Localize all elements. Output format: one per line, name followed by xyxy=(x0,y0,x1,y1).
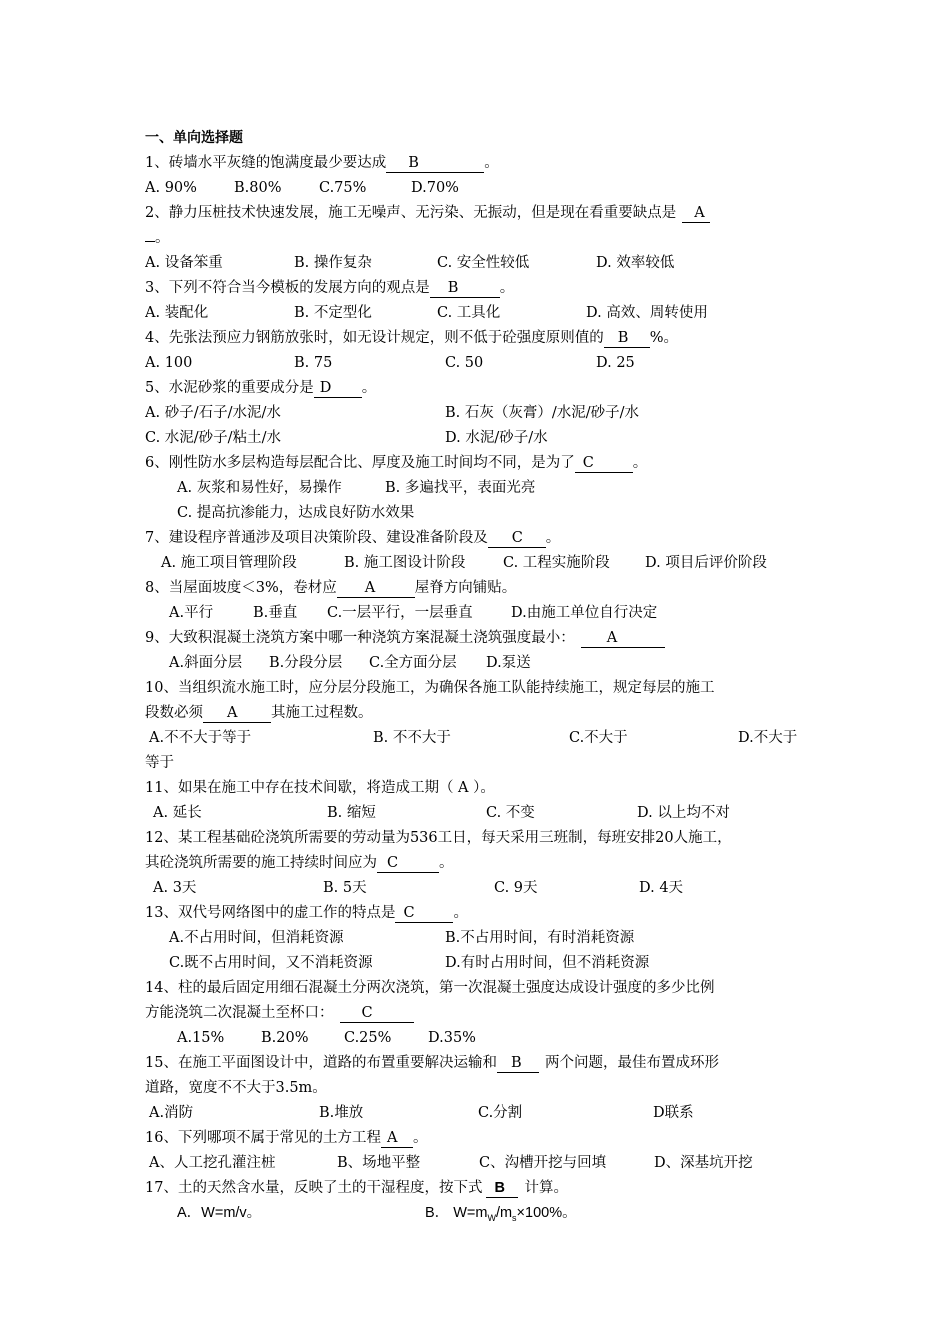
question-text: 16、下列哪项不属于常见的土方工程 xyxy=(145,1130,381,1146)
option-c: C.不大于 xyxy=(569,730,628,746)
option-c: C.既不占用时间，又不消耗资源 xyxy=(169,955,373,971)
answer-blank: B xyxy=(497,1054,539,1073)
option-a: A.平行 xyxy=(169,605,214,621)
question-text: 15、在施工平面图设计中，道路的布置重要解决运输和 xyxy=(145,1055,497,1071)
option-c: C、沟槽开挖与回填 xyxy=(479,1155,607,1171)
options-9 xyxy=(145,651,820,676)
options-14 xyxy=(145,1026,820,1051)
option-b: B.不占用时间，有时消耗资源 xyxy=(445,930,635,946)
question-9 xyxy=(145,626,820,651)
option-b: B.20% xyxy=(261,1030,309,1046)
options-6-row2 xyxy=(145,501,820,526)
option-a: A. 灰浆和易性好，易操作 xyxy=(177,480,342,496)
answer-blank: A xyxy=(381,1129,413,1148)
option-b: B. 缩短 xyxy=(327,805,376,821)
section-title: 一、单向选择题 xyxy=(145,130,243,146)
question-14-line1: 14、柱的最后固定用细石混凝土分两次浇筑，第一次混凝土强度达成设计强度的多少比例 xyxy=(145,980,715,996)
question-text-end: 计算。 xyxy=(524,1180,568,1196)
question-16 xyxy=(145,1126,820,1151)
option-a: A.斜面分层 xyxy=(169,655,243,671)
options-7 xyxy=(145,551,850,576)
option-b: B. 多遍找平，表面光亮 xyxy=(385,480,536,496)
question-10-line1: 10、当组织流水施工时，应分层分段施工，为确保各施工队能持续施工，规定每层的施工 xyxy=(145,680,715,696)
option-a: A、人工挖孔灌注桩 xyxy=(149,1155,276,1171)
options-10 xyxy=(145,726,850,751)
option-c: C. 9天 xyxy=(494,880,538,896)
option-d: D.有时占用时间，但不消耗资源 xyxy=(445,955,650,971)
question-text: 13、双代号网络图中的虚工作的特点是 xyxy=(145,905,396,921)
option-c: C. 50 xyxy=(445,355,484,371)
subscript-s: s xyxy=(512,1212,517,1223)
options-13-row1 xyxy=(145,926,820,951)
option-d: D. 4天 xyxy=(639,880,684,896)
option-b: B.80% xyxy=(234,180,282,196)
option-b: B. 5天 xyxy=(323,880,367,896)
question-text-end: 两个问题，最佳布置成环形 xyxy=(544,1055,719,1071)
option-a: A.不不大于等于 xyxy=(149,730,252,746)
option-c: C. 工程实施阶段 xyxy=(503,555,610,571)
question-4 xyxy=(145,326,820,351)
answer-blank: C xyxy=(340,1004,414,1023)
options-5-row2 xyxy=(145,426,820,451)
answer-blank: C xyxy=(575,454,633,473)
question-15-line2: 道路，宽度不不大于3.5m。 xyxy=(145,1080,327,1096)
options-8 xyxy=(145,601,820,626)
option-d: D、深基坑开挖 xyxy=(654,1155,753,1171)
option-c: C.全方面分层 xyxy=(369,655,457,671)
option-b: B. 不定型化 xyxy=(294,305,372,321)
question-11: 11、如果在施工中存在技术间歇，将造成工期（ A ）。 xyxy=(145,780,495,796)
answer-blank: C xyxy=(377,854,439,873)
option-c: C. 不变 xyxy=(486,805,535,821)
answer-blank: A xyxy=(682,204,710,223)
option-d: D. 高效、周转使用 xyxy=(586,305,708,321)
question-14-line2 xyxy=(145,1001,820,1026)
subscript-w: W xyxy=(487,1212,496,1223)
question-text: 8、当屋面坡度＜3%，卷材应 xyxy=(145,580,337,596)
option-b: B.堆放 xyxy=(319,1105,364,1121)
option-c: C.75% xyxy=(319,180,367,196)
question-12-line1: 12、某工程基础砼浇筑所需要的劳动量为536工日，每天采用三班制，每班安排20人施工， xyxy=(145,830,732,846)
options-4 xyxy=(145,351,820,376)
option-c: C.分割 xyxy=(478,1105,523,1121)
option-d: D. 水泥/砂子/水 xyxy=(445,430,548,446)
option-a: A．W=m/v。 xyxy=(177,1205,262,1221)
answer-blank: B xyxy=(386,154,484,173)
question-text-end: %。 xyxy=(649,330,679,346)
question-text-end: 。 xyxy=(484,155,499,171)
options-15 xyxy=(145,1101,820,1126)
option-c: C. 安全性较低 xyxy=(437,255,530,271)
question-3 xyxy=(145,276,820,301)
options-1 xyxy=(145,176,820,201)
question-1 xyxy=(145,151,820,176)
question-text-end: 。 xyxy=(632,455,648,471)
question-text: 5、水泥砂浆的重要成分是 xyxy=(145,380,314,396)
option-a: A. 100 xyxy=(145,355,193,371)
option-d: D.由施工单位自行决定 xyxy=(511,605,658,621)
option-d: D. 25 xyxy=(596,355,635,371)
question-13 xyxy=(145,901,820,926)
options-10-wrap: 等于 xyxy=(145,755,174,771)
option-b: B. 施工图设计阶段 xyxy=(344,555,466,571)
question-text-end: 其施工过程数。 xyxy=(271,705,373,721)
question-text-end: 。 xyxy=(361,380,377,396)
option-b: B. 石灰（灰膏）/水泥/砂子/水 xyxy=(445,405,640,421)
options-3 xyxy=(145,301,820,326)
option-b: B. 操作复杂 xyxy=(294,255,372,271)
question-text-end: 。 xyxy=(545,530,561,546)
option-c: C. 提高抗渗能力，达成良好防水效果 xyxy=(177,505,415,521)
option-c: C. 工具化 xyxy=(437,305,501,321)
option-a: A. 施工项目管理阶段 xyxy=(161,555,297,571)
option-b: B. 不不大于 xyxy=(373,730,451,746)
question-text: 9、大致积混凝土浇筑方案中哪一种浇筑方案混凝土浇筑强度最小： xyxy=(145,630,575,646)
option-d: D. 效率较低 xyxy=(596,255,675,271)
option-a: A.不占用时间，但消耗资源 xyxy=(169,930,344,946)
option-d: D.35% xyxy=(428,1030,476,1046)
question-8 xyxy=(145,576,820,601)
options-16 xyxy=(145,1151,850,1176)
option-b: B． $W=m_W/m_s\times 100\%$。 xyxy=(425,1205,577,1223)
options-2 xyxy=(145,251,820,276)
option-d: D.泵送 xyxy=(486,655,531,671)
option-a: A.15% xyxy=(177,1030,225,1046)
option-c: C. 水泥/砂子/粘土/水 xyxy=(145,430,281,446)
option-b: B.分段分层 xyxy=(269,655,343,671)
option-a: A. 3天 xyxy=(153,880,197,896)
options-11 xyxy=(145,801,820,826)
question-2-cont xyxy=(145,226,820,251)
question-text-end: 。 xyxy=(439,855,454,871)
options-12 xyxy=(145,876,820,901)
question-12-line2 xyxy=(145,851,820,876)
option-d: D. 项目后评价阶段 xyxy=(645,555,767,571)
option-d: D联系 xyxy=(653,1105,694,1121)
option-c: C.一层平行，一层垂直 xyxy=(327,605,473,621)
question-text: 7、建设程序普通涉及项目决策阶段、建设准备阶段及 xyxy=(145,530,488,546)
options-17 xyxy=(145,1201,820,1226)
answer-blank: D xyxy=(314,379,362,398)
option-d: D.不大于 xyxy=(738,730,798,746)
question-5 xyxy=(145,376,820,401)
option-d: D. 以上均不对 xyxy=(637,805,730,821)
question-text: 1、砖墙水平灰缝的饱满度最少要达成 xyxy=(145,155,387,171)
option-a: A. 砂子/石子/水泥/水 xyxy=(145,405,281,421)
question-text-end: 。 xyxy=(499,280,515,296)
answer-blank: B xyxy=(604,329,650,348)
question-text-end: 。 xyxy=(453,905,468,921)
question-6 xyxy=(145,451,820,476)
answer-blank: B xyxy=(486,1179,518,1198)
option-b: B. 75 xyxy=(294,355,333,371)
options-13-row2 xyxy=(145,951,820,976)
question-text: 段数必须 xyxy=(145,705,203,721)
option-a: A. 90% xyxy=(145,180,197,196)
question-10-line2 xyxy=(145,701,820,726)
option-a: A. 延长 xyxy=(153,805,202,821)
question-text-end: 。 xyxy=(412,1130,428,1146)
answer-blank: C xyxy=(395,904,453,923)
question-text: 其砼浇筑所需要的施工持续时间应为 xyxy=(145,855,377,871)
question-text: 2、静力压桩技术快速发展，施工无噪声、无污染、无振动，但是现在看重要缺点是 xyxy=(145,205,677,221)
option-a: A. 设备笨重 xyxy=(145,255,223,271)
answer-blank: A xyxy=(203,704,271,723)
option-b: B、场地平整 xyxy=(337,1155,421,1171)
question-7 xyxy=(145,526,820,551)
question-text: 3、下列不符合当今模板的发展方向的观点是 xyxy=(145,280,430,296)
option-d: D.70% xyxy=(411,180,459,196)
question-text-end: 屋脊方向铺贴。 xyxy=(414,580,517,596)
question-15-line1 xyxy=(145,1051,850,1076)
answer-blank: B xyxy=(430,279,500,298)
option-a: A. 装配化 xyxy=(145,305,209,321)
answer-blank: C xyxy=(488,529,546,548)
question-2 xyxy=(145,201,820,226)
option-b: B.垂直 xyxy=(253,605,298,621)
question-text-end: 。 xyxy=(155,230,170,246)
question-text: 17、土的天然含水量，反映了土的干湿程度，按下式 xyxy=(145,1180,483,1196)
option-c: C.25% xyxy=(344,1030,392,1046)
option-a: A.消防 xyxy=(149,1105,194,1121)
question-text: 6、刚性防水多层构造每层配合比、厚度及施工时间均不同，是为了 xyxy=(145,455,575,471)
question-text: 4、先张法预应力钢筋放张时，如无设计规定，则不低于砼强度原则值的 xyxy=(145,330,604,346)
options-5-row1 xyxy=(145,401,820,426)
answer-blank: A xyxy=(581,629,665,648)
answer-blank: A xyxy=(337,579,415,598)
question-17 xyxy=(145,1176,820,1201)
options-6-row1 xyxy=(145,476,820,501)
question-text: 方能浇筑二次混凝土至杯口： xyxy=(145,1005,334,1021)
answer-blank-cont xyxy=(145,241,155,242)
